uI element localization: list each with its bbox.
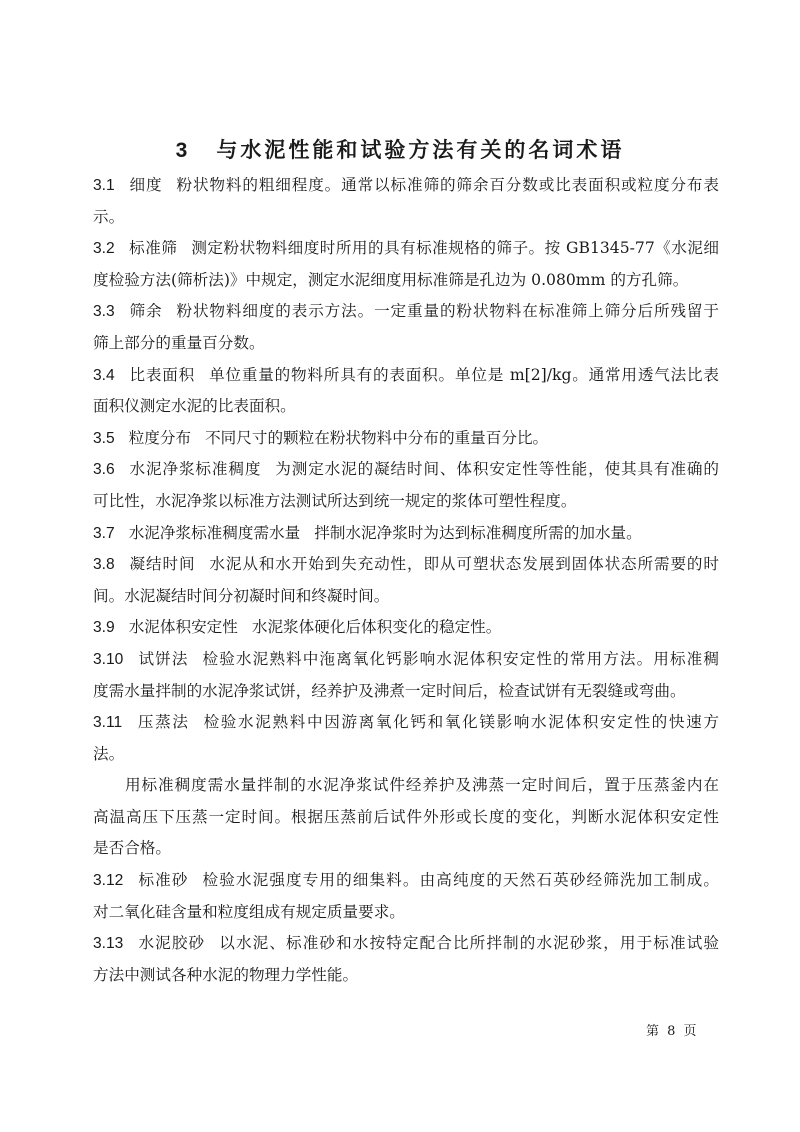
term-name: 压蒸法 — [136, 713, 190, 732]
term-number: 3.10 — [93, 650, 124, 668]
term-number: 3.13 — [93, 935, 124, 953]
text-line — [93, 265, 719, 297]
text-line — [93, 233, 719, 265]
term-name: 水泥胶砂 — [137, 934, 206, 953]
term-entry — [93, 518, 719, 550]
term-entry — [93, 928, 719, 991]
text-line — [93, 170, 719, 202]
term-name: 比表面积 — [128, 365, 196, 384]
text-line — [93, 865, 719, 897]
definition-text: 水泥从和水开始到失充动性，即从可塑状态发展到固体状态所需要的时 — [209, 555, 719, 574]
term-name: 标准砂 — [137, 871, 189, 890]
term-number: 3.1 — [93, 177, 115, 194]
page-number: 第 8 页 — [646, 1024, 697, 1039]
section-title: 与水泥性能和试验方法有关的名词术语 — [216, 138, 625, 162]
definition-text: 粉状物料细度的表示方法。一定重量的粉状物料在标准筛上筛分后所残留于 — [176, 302, 719, 321]
term-name: 凝结时间 — [128, 555, 196, 574]
text-line — [93, 897, 719, 929]
term-name: 粒度分布 — [128, 428, 192, 447]
text-line — [93, 518, 719, 550]
definition-text: 粉状物料的粗细程度。通常以标准筛的筛余百分数或比表面积或粒度分布表 — [176, 176, 719, 194]
definition-text: 对二氧化硅含量和粒度组成有规定质量要求。 — [93, 902, 405, 921]
term-number: 3.7 — [93, 524, 115, 542]
definition-text: 为测定水泥的凝结时间、体积安定性等性能，使其具有准确的 — [275, 460, 719, 479]
text-line — [93, 612, 719, 644]
text-line — [93, 454, 719, 486]
definition-text: 单位重量的物料所具有的表面积。单位是 m[2]/kg。通常用透气法比表 — [209, 365, 719, 384]
text-line — [93, 770, 719, 802]
definition-text: 度需水量拌制的水泥净浆试饼，经养护及沸煮一定时间后，检查试饼有无裂缝或弯曲。 — [93, 681, 686, 700]
term-name: 细度 — [128, 176, 163, 194]
term-number: 3.11 — [93, 714, 123, 732]
definition-text: 不同尺寸的颗粒在粉状物料中分布的重量百分比。 — [205, 428, 549, 447]
term-name: 水泥体积安定性 — [128, 618, 238, 637]
definition-text: 拌制水泥净浆时为达到标准稠度所需的加水量。 — [314, 523, 642, 542]
text-line — [93, 739, 719, 771]
term-number: 3.4 — [93, 366, 115, 384]
text-line — [93, 328, 719, 360]
term-entry — [93, 644, 719, 707]
definition-text: 检验水泥熟料中沲离氧化钙影响水泥体积安定性的常用方法。用标准稠 — [202, 649, 719, 668]
term-name: 筛余 — [128, 302, 163, 321]
term-entry — [93, 865, 719, 928]
definition-text: 高温高压下压蒸一定时间。根据压蒸前后试件外形或长度的变化，判断水泥体积安定性 — [93, 807, 719, 826]
definition-text: 示。 — [93, 207, 125, 226]
term-number: 3.6 — [93, 461, 115, 479]
definition-text: 检验水泥熟料中因游离氧化钙和氧化镁影响水泥体积安定性的快速方 — [203, 713, 719, 732]
definition-text: 面积仪测定水泥的比表面积。 — [93, 397, 296, 416]
term-number: 3.3 — [93, 303, 115, 321]
text-line — [93, 486, 719, 518]
definition-text: 方法中测试各种水泥的物理力学性能。 — [93, 965, 359, 984]
text-line — [93, 549, 719, 581]
term-paragraph — [93, 770, 719, 865]
term-entry — [93, 454, 719, 517]
text-line — [93, 676, 719, 708]
term-name: 水泥净浆标准稠度 — [128, 460, 262, 479]
text-line — [93, 833, 719, 865]
definition-text: 是否合格。 — [93, 839, 171, 858]
definition-text: 筛上部分的重量百分数。 — [93, 333, 265, 352]
definition-text: 以水泥、标准砂和水按特定配合比所拌制的水泥砂浆，用于标准试验 — [219, 934, 719, 953]
term-entry — [93, 423, 719, 455]
definition-text: 度检验方法(筛析法)》中规定，测定水泥细度用标准筛是孔边为 0.080mm 的方孔筛。 — [93, 270, 689, 289]
definition-text: 水泥浆体硬化后体积变化的稳定性。 — [251, 618, 502, 637]
term-entry — [93, 170, 719, 233]
text-line — [93, 391, 719, 423]
section-heading — [0, 134, 800, 164]
term-number: 3.12 — [93, 872, 124, 890]
text-line — [93, 423, 719, 455]
text-line — [93, 296, 719, 328]
section-number: 3 — [175, 139, 191, 162]
term-entry — [93, 612, 719, 644]
term-entry — [93, 296, 719, 359]
text-line — [93, 960, 719, 992]
text-line — [93, 581, 719, 613]
term-entry — [93, 233, 719, 296]
term-name: 试饼法 — [137, 649, 189, 668]
term-number: 3.9 — [93, 619, 115, 637]
term-entry — [93, 360, 719, 423]
term-entry — [93, 549, 719, 612]
text-line — [93, 360, 719, 392]
definition-text: 可比性，水泥净浆以标准方法测试所达到统一规定的浆体可塑性程度。 — [93, 491, 577, 510]
text-line — [93, 644, 719, 676]
text-line — [93, 928, 719, 960]
term-entry — [93, 707, 719, 770]
term-name: 标准筛 — [128, 239, 178, 258]
definition-text: 检验水泥强度专用的细集料。由高纯度的天然石英砂经筛洗加工制成。 — [202, 871, 719, 890]
terms-list — [93, 170, 719, 991]
definition-text: 法。 — [93, 744, 125, 763]
text-line — [93, 802, 719, 834]
term-number: 3.8 — [93, 556, 115, 574]
term-number: 3.5 — [93, 429, 115, 447]
definition-text: 用标准稠度需水量拌制的水泥净浆试件经养护及沸蒸一定时间后，置于压蒸釜内在 — [125, 776, 719, 795]
text-line — [93, 707, 719, 739]
term-name: 水泥净浆标准稠度需水量 — [128, 523, 301, 542]
text-line — [93, 202, 719, 234]
definition-text: 测定粉状物料细度时所用的具有标准规格的筛子。按 GB1345-77《水泥细 — [191, 239, 719, 258]
term-number: 3.2 — [93, 240, 115, 258]
definition-text: 间。水泥凝结时间分初凝时间和终凝时间。 — [93, 586, 390, 605]
